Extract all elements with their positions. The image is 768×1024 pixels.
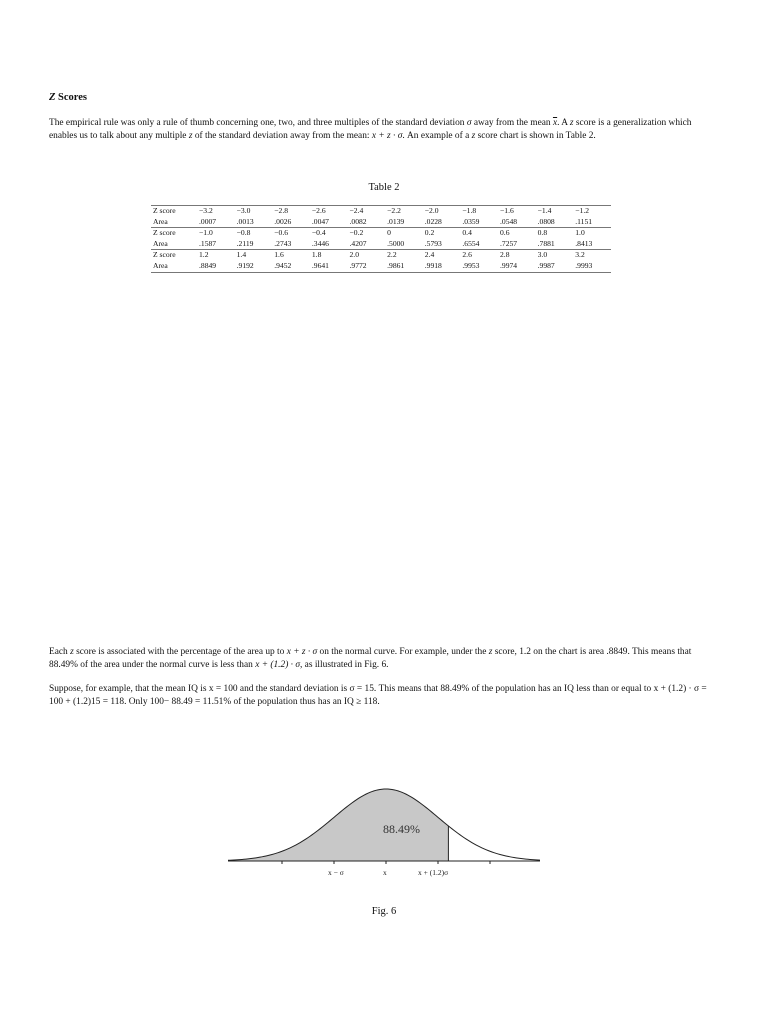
- z-score-cell: 3.2: [573, 250, 611, 261]
- table-row: [151, 217, 611, 228]
- area-cell: .8413: [575, 238, 593, 248]
- area-cell: .2743: [274, 238, 292, 248]
- math-z: z: [188, 131, 193, 141]
- z-score-cell: −2.0: [423, 206, 461, 217]
- area-cell: .0047: [311, 216, 329, 226]
- z-score-cell: −2.6: [310, 206, 348, 217]
- figure-caption: Fig. 6: [371, 906, 397, 917]
- text-run: score is associated with the percentage of the area up to: [73, 647, 287, 657]
- area-cell: .6554: [462, 238, 480, 248]
- z-score-cell: 1.4: [235, 250, 273, 261]
- z-score-cell: −0.6: [272, 228, 310, 239]
- text-run: Each: [49, 647, 71, 657]
- heading-text: Scores: [58, 92, 88, 103]
- row-label: Z score: [151, 206, 197, 217]
- table-row: [151, 206, 611, 217]
- area-cell: .8849: [199, 260, 217, 270]
- tick-label-mean: x: [383, 868, 387, 877]
- text-run: away from the mean: [471, 118, 553, 128]
- z-score-cell: 3.0: [536, 250, 574, 261]
- text-run: . An example of a: [402, 131, 472, 141]
- z-score-cell: 2.0: [348, 250, 386, 261]
- row-label: Area: [153, 216, 168, 226]
- math-z: z: [569, 118, 574, 128]
- math-formula: x + z · σ: [286, 647, 318, 657]
- z-score-cell: −0.2: [348, 228, 386, 239]
- z-score-table: [151, 205, 611, 273]
- area-cell: .9987: [537, 260, 555, 270]
- math-formula: x + z · σ: [371, 131, 403, 141]
- shaded-percentage-label: 88.49%: [383, 822, 420, 836]
- text-run: score chart is shown in Table 2.: [475, 131, 596, 141]
- paragraph-empirical-rule: [49, 117, 721, 143]
- area-cell: .0228: [424, 216, 442, 226]
- tick-label-minus-sigma: x − σ: [328, 868, 344, 877]
- z-score-cell: 2.2: [385, 250, 423, 261]
- z-score-cell: 0.4: [460, 228, 498, 239]
- paragraph-iq-example: Suppose, for example, that the mean IQ is x = 100 and the standard deviation is σ = 15. This means that 88.49% of the population has an IQ less than or equal to x + (1.2) · σ = 100 + (1.2)15 = 118. Only 100− 88.49 = 11.51% of the population thus has an IQ ≥ 118.: [49, 684, 707, 707]
- area-cell: .3446: [311, 238, 329, 248]
- math-formula: x + (1.2) · σ: [255, 660, 300, 670]
- area-cell: .0808: [537, 216, 555, 226]
- area-cell: .9452: [274, 260, 292, 270]
- table-row: [151, 250, 611, 261]
- row-label: Area: [153, 260, 168, 270]
- area-cell: .0007: [199, 216, 217, 226]
- tick-label-cutoff: x + (1.2)σ: [418, 868, 449, 877]
- text-run: The empirical rule was only a rule of thumb concerning one, two, and three multiples of the standard deviation: [49, 118, 467, 128]
- z-score-table-body: [151, 206, 611, 273]
- text-run: , as illustrated in Fig. 6.: [299, 660, 389, 670]
- area-cell: .9918: [424, 260, 442, 270]
- z-score-cell: −2.2: [385, 206, 423, 217]
- z-score-cell: 2.6: [460, 250, 498, 261]
- area-cell: .9192: [236, 260, 254, 270]
- text-run: score is a generalization which enables us to talk about any multiple: [49, 118, 692, 141]
- z-score-cell: 0: [385, 228, 423, 239]
- area-cell: .9772: [349, 260, 367, 270]
- table-caption: Table 2: [368, 182, 400, 193]
- z-score-cell: 2.8: [498, 250, 536, 261]
- area-cell: .0013: [236, 216, 254, 226]
- z-score-cell: 1.2: [197, 250, 235, 261]
- text-run: of the standard deviation away from the mean:: [192, 131, 372, 141]
- math-z: z: [70, 647, 74, 657]
- z-score-cell: 1.8: [310, 250, 348, 261]
- area-cell: .9861: [387, 260, 405, 270]
- z-score-cell: 1.6: [272, 250, 310, 261]
- z-score-cell: 0.6: [498, 228, 536, 239]
- area-cell: .9974: [500, 260, 518, 270]
- area-cell: .7881: [537, 238, 555, 248]
- z-score-cell: 2.4: [423, 250, 461, 261]
- row-label: Z score: [151, 250, 197, 261]
- z-score-cell: −1.0: [197, 228, 235, 239]
- table-row: [151, 239, 611, 250]
- z-score-cell: 0.8: [536, 228, 574, 239]
- z-score-cell: −3.2: [197, 206, 235, 217]
- z-score-cell: 1.0: [573, 228, 611, 239]
- area-cell: .9953: [462, 260, 480, 270]
- row-label: Z score: [151, 228, 197, 239]
- row-label: Area: [153, 238, 168, 248]
- z-score-cell: −1.4: [536, 206, 574, 217]
- area-cell: .0548: [500, 216, 518, 226]
- table-row: [151, 228, 611, 239]
- text-run: on the normal curve. For example, under the: [317, 647, 489, 657]
- math-sigma: σ: [466, 118, 472, 128]
- math-z: z: [471, 131, 476, 141]
- z-score-cell: −2.4: [348, 206, 386, 217]
- math-xbar: $\overline{x}$: [552, 118, 558, 128]
- table-row: [151, 261, 611, 272]
- z-score-cell: −1.2: [573, 206, 611, 217]
- z-score-cell: −0.8: [235, 228, 273, 239]
- heading-symbol: Z: [49, 92, 56, 103]
- area-cell: .1151: [575, 216, 593, 226]
- area-cell: .4207: [349, 238, 367, 248]
- z-score-cell: −1.8: [460, 206, 498, 217]
- area-cell: .0026: [274, 216, 292, 226]
- normal-curve-figure: [228, 785, 540, 885]
- area-cell: .5000: [387, 238, 405, 248]
- paragraph-area-explanation: [49, 646, 721, 672]
- z-score-cell: −2.8: [272, 206, 310, 217]
- z-score-cell: 0.2: [423, 228, 461, 239]
- text-run: score, 1.2 on the chart is area .8849. This means that 88.49% of the area under the normal curve is less than: [49, 647, 692, 670]
- z-score-cell: −1.6: [498, 206, 536, 217]
- text-run: . A: [557, 118, 570, 128]
- area-cell: .2119: [236, 238, 254, 248]
- area-cell: .1587: [199, 238, 217, 248]
- area-cell: .0139: [387, 216, 405, 226]
- area-cell: .9641: [311, 260, 329, 270]
- z-score-cell: −3.0: [235, 206, 273, 217]
- z-score-cell: −0.4: [310, 228, 348, 239]
- area-cell: .9993: [575, 260, 593, 270]
- area-cell: .0359: [462, 216, 480, 226]
- area-cell: .0082: [349, 216, 367, 226]
- area-cell: .5793: [424, 238, 442, 248]
- section-heading: [49, 92, 87, 103]
- math-z: z: [488, 647, 493, 657]
- area-cell: .7257: [500, 238, 518, 248]
